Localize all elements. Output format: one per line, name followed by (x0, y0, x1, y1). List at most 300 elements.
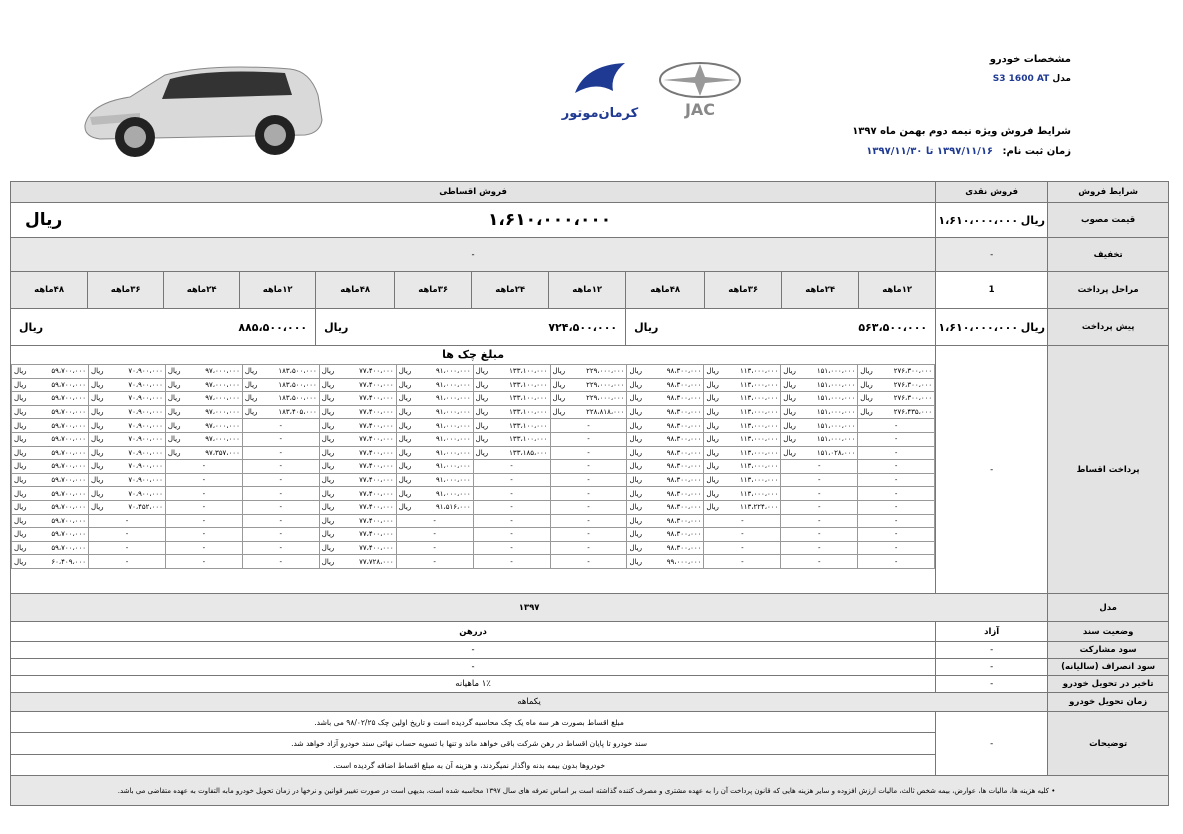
installment-cell: - (704, 541, 781, 555)
installment-rial: ریال (321, 462, 335, 471)
installment-row (12, 500, 935, 514)
installment-cell (89, 446, 166, 460)
installment-amount: ۵۹،۷۰۰،۰۰۰ (51, 503, 86, 512)
installment-cell: - (242, 555, 319, 569)
installment-amount: ۷۷،۴۰۰،۰۰۰ (359, 435, 394, 444)
installment-cell (627, 528, 704, 542)
installment-cell: - (242, 473, 319, 487)
installment-cell: - (396, 541, 473, 555)
prepayment-b-rial: ریال (324, 320, 349, 334)
doc-status-label: وضعیت سند (1048, 622, 1169, 642)
cash-price-cell (936, 203, 1048, 238)
installment-rial: ریال (14, 380, 27, 389)
installment-amount: ۹۱،۰۰۰،۰۰۰ (436, 367, 471, 376)
participation-installment: - (11, 642, 936, 659)
stage-36-c: ۳۶ماهه (88, 272, 164, 309)
installment-amount: ۹۸،۳۰۰،۰۰۰ (666, 380, 702, 389)
installment-cell (165, 446, 242, 460)
installment-rial: ریال (629, 557, 643, 566)
installment-amount: ۱۵۱،۰۰۰،۰۰۰ (816, 408, 856, 417)
installment-cell: - (781, 460, 858, 474)
installment-rial: ریال (321, 489, 335, 498)
installment-cell: - (858, 541, 935, 555)
installment-cell: - (473, 460, 550, 474)
installment-rial: ریال (475, 435, 489, 444)
prepayment-c-rial: ریال (19, 320, 44, 334)
installment-rial: ریال (860, 394, 873, 403)
installment-cell (781, 405, 858, 419)
installment-amount: ۹۸،۳۰۰،۰۰۰ (666, 394, 702, 403)
installment-cell (473, 419, 550, 433)
installment-rial: ریال (91, 421, 104, 430)
installment-cell (781, 419, 858, 433)
discount-label: تخفیف (1048, 238, 1169, 272)
installment-cell: - (242, 514, 319, 528)
installment-cell: - (781, 541, 858, 555)
installment-rial: ریال (629, 408, 643, 417)
model-value: S3 1600 AT (992, 74, 1050, 84)
installment-cell (550, 365, 627, 379)
installment-cell: - (781, 528, 858, 542)
installment-rial: ریال (14, 516, 27, 525)
installment-amount: ۱۱۳،۰۰۰،۰۰۰ (739, 380, 779, 389)
cash-prepayment-value: ۱،۶۱۰،۰۰۰،۰۰۰ (938, 320, 1019, 334)
installment-amount: ۵۹،۷۰۰،۰۰۰ (51, 380, 86, 389)
note-3: خودروها بدون بیمه بدنه واگذار نمیگردند، و هزینه آن به مبلغ اقساط اضافه گردیده است. (11, 755, 936, 776)
installment-cell (319, 528, 396, 542)
installment-rial: ریال (398, 394, 412, 403)
installment-cell (12, 460, 89, 474)
installment-amount: ۹۱،۵۱۶،۰۰۰ (436, 503, 471, 512)
installment-amount: ۹۷،۰۰۰،۰۰۰ (205, 435, 240, 444)
installment-rial: ریال (552, 380, 566, 389)
installment-cell: - (165, 500, 242, 514)
installment-price-value: ۱،۶۱۰،۰۰۰،۰۰۰ (488, 210, 612, 230)
installment-amount: ۹۸،۳۰۰،۰۰۰ (666, 421, 702, 430)
installment-amount: ۷۰،۹۰۰،۰۰۰ (128, 421, 163, 430)
installment-cell (550, 392, 627, 406)
installment-cell: - (858, 500, 935, 514)
installment-rial: ریال (706, 476, 719, 485)
installment-rial: ریال (14, 503, 27, 512)
kerman-motor-text: کرمان‌موتور (561, 106, 639, 121)
installment-cell (12, 473, 89, 487)
cash-discount: - (936, 238, 1048, 272)
installment-cell: - (396, 528, 473, 542)
installment-cell: - (89, 555, 166, 569)
installment-cell: - (473, 528, 550, 542)
installment-rial: ریال (321, 530, 335, 539)
prepayment-b-value: ۷۲۴،۵۰۰،۰۰۰ (548, 320, 618, 334)
installment-amount: ۱۵۱،۰۰۰،۰۰۰ (816, 380, 856, 389)
installment-amount: ۷۰،۹۰۰،۰۰۰ (128, 367, 163, 376)
stage-12-b: ۱۲ماهه (549, 272, 626, 309)
installment-amount: ۷۷،۴۰۰،۰۰۰ (359, 476, 394, 485)
installment-amount: ۱۳۳،۱۰۰،۰۰۰ (509, 408, 548, 417)
installment-cell: - (165, 541, 242, 555)
installment-amount: ۹۷،۰۰۰،۰۰۰ (205, 380, 240, 389)
installment-amount: ۱۸۳،۵۰۰،۰۰۰ (278, 380, 317, 389)
sale-conditions-header: شرایط فروش (1048, 182, 1169, 203)
prepayment-a-rial: ریال (634, 320, 659, 334)
installment-rial: ریال (14, 421, 27, 430)
installment-amount: ۱۵۱،۰۰۰،۰۰۰ (816, 394, 856, 403)
installment-rial: ریال (398, 503, 412, 512)
installment-cell (781, 365, 858, 379)
installment-rial: ریال (91, 489, 104, 498)
installment-cell (473, 405, 550, 419)
installment-cell (550, 405, 627, 419)
installment-rial: ریال (14, 408, 27, 417)
installment-rial: ریال (167, 448, 181, 457)
installment-amount: ۹۱،۰۰۰،۰۰۰ (436, 462, 471, 471)
installment-rial: ریال (783, 435, 796, 444)
installment-cell (627, 500, 704, 514)
installment-cell: - (781, 473, 858, 487)
stage-24-b: ۲۴ماهه (472, 272, 549, 309)
installment-rial: ریال (91, 435, 104, 444)
installment-rial: ریال (167, 394, 181, 403)
installment-rial: ریال (167, 421, 181, 430)
prepayment-c-value: ۸۸۵،۵۰۰،۰۰۰ (238, 320, 308, 334)
installment-cell (12, 392, 89, 406)
installment-cell (473, 446, 550, 460)
installment-rial: ریال (91, 462, 104, 471)
installment-cell (12, 432, 89, 446)
installment-cell (319, 378, 396, 392)
installment-amount: ۹۱،۰۰۰،۰۰۰ (436, 448, 471, 457)
installment-cell: - (704, 514, 781, 528)
installment-cell (704, 405, 781, 419)
installment-amount: ۲۲۹،۰۰۰،۰۰۰ (586, 394, 625, 403)
installment-rial: ریال (167, 367, 181, 376)
installment-amount: ۱۳۳،۱۰۰،۰۰۰ (509, 380, 548, 389)
installment-rial: ریال (706, 435, 719, 444)
installment-rial: ریال (398, 408, 412, 417)
installment-amount: ۵۹،۷۰۰،۰۰۰ (51, 544, 86, 553)
cancellation-installment: - (11, 659, 936, 676)
installment-amount: ۷۰،۹۰۰،۰۰۰ (128, 476, 163, 485)
installment-cell (473, 392, 550, 406)
installment-cell (627, 555, 704, 569)
installment-rial: ریال (706, 408, 719, 417)
installment-cell (12, 514, 89, 528)
installment-rial: ریال (321, 367, 335, 376)
installment-cell (627, 514, 704, 528)
cash-sale-header: فروش نقدی (936, 182, 1048, 203)
installment-amount: ۷۰،۹۰۰،۰۰۰ (128, 435, 163, 444)
registration-value: ۱۳۹۷/۱۱/۱۶ تا ۱۳۹۷/۱۱/۳۰ (866, 146, 994, 157)
installment-amount: ۱۱۳،۰۰۰،۰۰۰ (739, 489, 779, 498)
installment-cell (12, 378, 89, 392)
installment-cell (858, 378, 935, 392)
stage-12-a: ۱۲ماهه (859, 272, 936, 309)
prepayment-group-a (626, 309, 936, 346)
installment-rial: ریال (475, 408, 489, 417)
installment-rial: ریال (398, 476, 412, 485)
doc-status-installment: دررهن (11, 622, 936, 642)
installment-rial: ریال (167, 408, 181, 417)
installment-amount: ۷۰،۹۰۰،۰۰۰ (128, 448, 163, 457)
installment-amount: ۲۲۹،۰۰۰،۰۰۰ (586, 367, 625, 376)
installment-sale-header: فروش اقساطی (11, 182, 936, 203)
installment-cell: - (550, 541, 627, 555)
installment-cell: - (550, 528, 627, 542)
installment-rial: ریال (783, 408, 796, 417)
installment-rial: ریال (475, 367, 489, 376)
installment-amount: ۷۰،۹۰۰،۰۰۰ (128, 462, 163, 471)
installment-amount: ۷۰،۹۰۰،۰۰۰ (128, 489, 163, 498)
installment-cell (704, 460, 781, 474)
notes-label: توضیحات (1048, 712, 1169, 776)
installment-cell (704, 487, 781, 501)
installment-cell: - (858, 460, 935, 474)
installment-amount: ۹۸،۳۰۰،۰۰۰ (666, 367, 702, 376)
installment-row (12, 365, 935, 379)
model-year-label: مدل (1048, 594, 1169, 622)
installment-rial: ریال (475, 421, 489, 430)
cancellation-label: سود انصراف (سالیانه) (1048, 659, 1169, 676)
installment-amount: ۶۰،۴۰۹،۰۰۰ (51, 557, 86, 566)
installment-rial: ریال (629, 448, 643, 457)
installment-rial: ریال (783, 394, 796, 403)
installment-cell (12, 419, 89, 433)
specs-title: مشخصات خودرو (989, 54, 1071, 65)
installment-cell: - (550, 446, 627, 460)
installment-amount: ۹۹،۰۰۰،۰۰۰ (666, 557, 702, 566)
installments-cell (11, 346, 936, 594)
note-1: مبلغ اقساط بصورت هر سه ماه یک چک محاسبه گردیده است و تاریخ اولین چک ۹۸/۰۲/۲۵ می باشد. (11, 712, 936, 733)
installment-rial: ریال (321, 408, 335, 417)
installment-amount: ۵۹،۷۰۰،۰۰۰ (51, 408, 86, 417)
installment-rial: ریال (91, 367, 104, 376)
installment-cell (550, 378, 627, 392)
installment-rial: ریال (629, 516, 643, 525)
cash-prepayment-cell (936, 309, 1048, 346)
installment-cell (627, 432, 704, 446)
installment-amount: ۱۳۳،۱۰۰،۰۰۰ (509, 421, 548, 430)
installment-amount: ۷۷،۴۰۰،۰۰۰ (359, 421, 394, 430)
stage-12-c: ۱۲ماهه (240, 272, 316, 309)
installment-cell: - (396, 514, 473, 528)
installment-rial: ریال (398, 421, 412, 430)
installment-cell (242, 405, 319, 419)
installment-amount: ۹۱،۰۰۰،۰۰۰ (436, 421, 471, 430)
installment-cell (858, 392, 935, 406)
installment-amount: ۷۰،۴۵۲،۰۰۰ (128, 503, 163, 512)
installment-cell (396, 378, 473, 392)
installment-rial: ریال (706, 421, 719, 430)
installment-cell (396, 365, 473, 379)
installment-rial: ریال (14, 448, 27, 457)
installment-cell (704, 419, 781, 433)
installment-rial: ریال (14, 557, 27, 566)
installment-amount: ۹۸،۳۰۰،۰۰۰ (666, 435, 702, 444)
installment-cell: - (858, 528, 935, 542)
installment-cell (627, 378, 704, 392)
cash-price-value: ۱،۶۱۰،۰۰۰،۰۰۰ (938, 213, 1019, 227)
installment-rial: ریال (167, 435, 181, 444)
installment-cell (319, 555, 396, 569)
installment-cell: - (165, 473, 242, 487)
installment-row (12, 446, 935, 460)
installment-rial: ریال (91, 476, 104, 485)
stage-48-b: ۴۸ماهه (316, 272, 395, 309)
installment-rial: ریال (14, 435, 27, 444)
installment-amount: ۱۱۳،۰۰۰،۰۰۰ (739, 367, 779, 376)
installment-amount: ۹۷،۰۰۰،۰۰۰ (205, 367, 240, 376)
installment-amount: ۵۹،۷۰۰،۰۰۰ (51, 476, 86, 485)
installment-rial: ریال (321, 516, 335, 525)
installment-cell (704, 365, 781, 379)
cash-stage: 1 (936, 272, 1048, 309)
installment-amount: ۲۲۸،۸۱۸،۰۰۰ (586, 408, 625, 417)
installment-cell: - (858, 555, 935, 569)
installment-cell (396, 432, 473, 446)
installment-cell (165, 432, 242, 446)
installment-rial: ریال (398, 462, 412, 471)
installment-rial: ریال (783, 448, 796, 457)
installments-grid (11, 364, 935, 569)
installment-rial: ریال (552, 394, 566, 403)
registration-label: زمان ثبت نام: (1002, 146, 1071, 157)
installment-cell (319, 473, 396, 487)
installment-amount: ۱۱۳،۰۰۰،۰۰۰ (739, 462, 779, 471)
installment-amount: ۹۱،۰۰۰،۰۰۰ (436, 408, 471, 417)
installment-cell (627, 419, 704, 433)
installment-amount: ۹۷،۰۰۰،۰۰۰ (205, 408, 240, 417)
delivery-value: یکماهه (11, 693, 1048, 712)
installment-amount: ۲۷۶،۳۰۰،۰۰۰ (893, 367, 933, 376)
installment-amount: ۹۱،۰۰۰،۰۰۰ (436, 489, 471, 498)
participation-label: سود مشارکت (1048, 642, 1169, 659)
installment-amount: ۱۱۳،۰۰۰،۰۰۰ (739, 408, 779, 417)
installment-rial: ریال (167, 380, 181, 389)
installment-cell (396, 446, 473, 460)
installment-cell (165, 405, 242, 419)
installment-cell (473, 378, 550, 392)
installment-cell: - (396, 555, 473, 569)
installment-amount: ۲۷۶،۳۰۰،۰۰۰ (893, 380, 933, 389)
installment-rial: ریال (91, 394, 104, 403)
installment-amount: ۹۱،۰۰۰،۰۰۰ (436, 380, 471, 389)
installment-amount: ۲۲۹،۰۰۰،۰۰۰ (586, 380, 625, 389)
installment-rial: ریال (629, 489, 643, 498)
installment-cell: - (550, 473, 627, 487)
installment-cell: - (858, 432, 935, 446)
installment-discount: - (11, 238, 936, 272)
installment-cell (242, 378, 319, 392)
installment-amount: ۱۱۳،۰۰۰،۰۰۰ (739, 435, 779, 444)
installment-rial: ریال (14, 544, 27, 553)
installment-cell (627, 446, 704, 460)
installment-rial: ریال (398, 489, 412, 498)
check-amount-title: مبلغ چک ها (442, 348, 505, 361)
installment-cell (89, 432, 166, 446)
model-year-value: ۱۳۹۷ (11, 594, 1048, 622)
installment-rial: ریال (783, 380, 796, 389)
installment-cell (89, 405, 166, 419)
doc-status-cash: آزاد (936, 622, 1048, 642)
installment-amount: ۹۸،۳۰۰،۰۰۰ (666, 503, 702, 512)
delivery-label: زمان تحویل خودرو (1048, 693, 1169, 712)
cash-prepayment-rial: ریال (1020, 320, 1045, 334)
sale-conditions-title: شرایط فروش ویژه نیمه دوم بهمن ماه ۱۳۹۷ (852, 126, 1071, 137)
installment-rial: ریال (321, 503, 335, 512)
installment-amount: ۷۰،۹۰۰،۰۰۰ (128, 394, 163, 403)
installment-cell: - (550, 487, 627, 501)
installment-cell (319, 541, 396, 555)
delay-value: ۱٪ ماهیانه (11, 676, 936, 693)
installment-cell (627, 365, 704, 379)
installment-amount: ۱۱۳،۰۰۰،۰۰۰ (739, 448, 779, 457)
installment-price-cell (11, 203, 936, 238)
kerman-motor-logo (555, 55, 645, 125)
installment-amount: ۵۹،۷۰۰،۰۰۰ (51, 435, 86, 444)
installment-rial: ریال (14, 367, 27, 376)
installment-cell (396, 460, 473, 474)
installment-amount: ۵۹،۷۰۰،۰۰۰ (51, 394, 86, 403)
installment-amount: ۷۷،۴۰۰،۰۰۰ (359, 530, 394, 539)
installment-cell (165, 378, 242, 392)
installment-cell (89, 473, 166, 487)
installment-rial: ریال (860, 408, 873, 417)
installment-cell: - (89, 514, 166, 528)
model-line (985, 74, 1071, 84)
stages-label: مراحل پرداخت (1048, 272, 1169, 309)
installment-cell: - (781, 487, 858, 501)
installment-amount: ۱۳۳،۱۸۵،۰۰۰ (509, 448, 548, 457)
installment-amount: ۱۸۳،۵۰۰،۰۰۰ (278, 367, 317, 376)
installment-cell (165, 392, 242, 406)
installment-rial: ریال (398, 448, 412, 457)
installment-cell (704, 500, 781, 514)
installment-rial: ریال (783, 367, 796, 376)
installment-cell: - (165, 514, 242, 528)
installment-cell (89, 365, 166, 379)
prepayment-group-c (11, 309, 316, 346)
installment-rial: ریال (398, 367, 412, 376)
approved-price-label: قیمت مصوب (1048, 203, 1169, 238)
installment-rial: ریال (244, 367, 258, 376)
stage-36-a: ۳۶ماهه (705, 272, 782, 309)
installment-cell: - (704, 528, 781, 542)
installment-cell (89, 500, 166, 514)
installment-cell: - (473, 541, 550, 555)
installment-cell: - (550, 514, 627, 528)
installment-amount: ۷۷،۴۰۰،۰۰۰ (359, 394, 394, 403)
installment-cell: - (550, 419, 627, 433)
installment-amount: ۷۷،۴۰۰،۰۰۰ (359, 544, 394, 553)
installment-rial: ریال (629, 367, 643, 376)
stage-24-a: ۲۴ماهه (782, 272, 859, 309)
installment-cell (12, 365, 89, 379)
installment-rial: ریال (475, 380, 489, 389)
installment-cell: - (781, 500, 858, 514)
installment-amount: ۵۹،۷۰۰،۰۰۰ (51, 489, 86, 498)
installment-row (12, 487, 935, 501)
installment-row (12, 460, 935, 474)
installment-rial: ریال (629, 544, 643, 553)
installment-cell (89, 419, 166, 433)
installment-amount: ۹۸،۳۰۰،۰۰۰ (666, 516, 702, 525)
installment-amount: ۱۱۳،۰۰۰،۰۰۰ (739, 394, 779, 403)
installment-cell: - (550, 460, 627, 474)
installment-cell: - (165, 460, 242, 474)
installment-amount: ۹۱،۰۰۰،۰۰۰ (436, 394, 471, 403)
delay-cash: - (936, 676, 1048, 693)
installment-cell: - (858, 446, 935, 460)
